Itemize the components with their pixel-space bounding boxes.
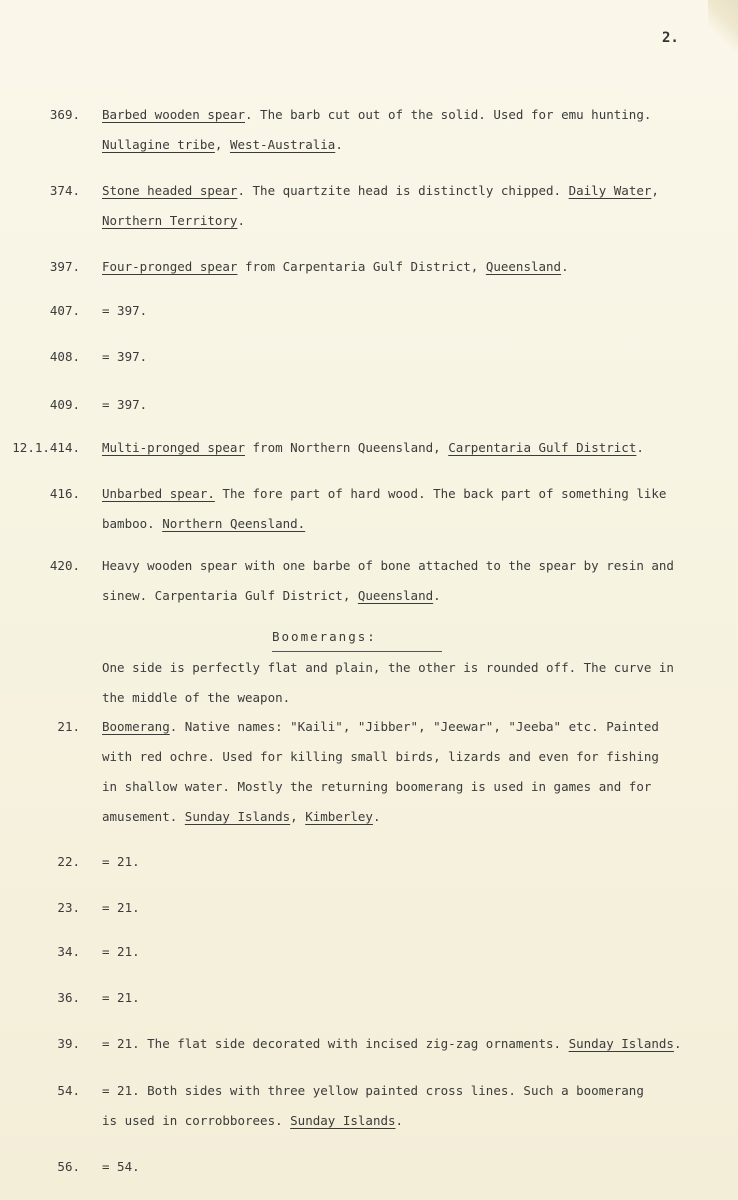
text-segment: , <box>651 183 659 198</box>
text-segment: = 54. <box>102 1159 140 1174</box>
text-segment: amusement. <box>102 809 185 824</box>
text-segment: is used in corrobborees. <box>102 1113 291 1128</box>
text-segment: = 21. <box>102 990 140 1005</box>
spear-catalog-number: 12.1.414. <box>12 440 80 455</box>
boomerang-description-line <box>102 1106 702 1136</box>
underlined-term: Sunday Islands <box>290 1113 396 1128</box>
boomerang-catalog-number: 23. <box>57 900 80 915</box>
text-segment: = 21. The flat side decorated with incised zig-zag ornaments. <box>102 1036 569 1051</box>
underlined-term: Boomerang <box>102 719 170 734</box>
text-segment: = 21. Both sides with three yellow painted cross lines. Such a boomerang <box>102 1083 644 1098</box>
text-segment: , <box>290 809 306 824</box>
underlined-term: Daily Water <box>568 183 652 198</box>
spear-description-line <box>102 342 702 372</box>
text-segment: . <box>636 440 644 455</box>
underlined-term: Stone headed spear <box>102 183 238 198</box>
text-segment: = 397. <box>102 349 148 364</box>
spear-description-line <box>102 296 702 326</box>
text-segment: . <box>561 259 569 274</box>
underlined-term: Northern Territory <box>102 213 238 228</box>
underlined-term: Unbarbed spear. <box>102 486 215 501</box>
section-heading: Boomerangs: <box>272 629 377 644</box>
text-segment: . <box>335 137 343 152</box>
text-segment: . The quartzite head is distinctly chipped. <box>237 183 569 198</box>
underlined-term: Sunday Islands <box>184 809 291 824</box>
text-segment: with red ochre. Used for killing small birds, lizards and even for fishing <box>102 749 659 764</box>
text-segment: = 397. <box>102 303 148 318</box>
text-segment: . <box>237 213 245 228</box>
underlined-term: Four-pronged spear <box>102 259 238 274</box>
text-segment: . Native names: "Kaili", "Jibber", "Jeewar", "Jeeba" etc. Painted <box>169 719 659 734</box>
text-segment: = 397. <box>102 397 148 412</box>
underlined-term: Northern Qeensland. <box>162 516 306 531</box>
text-segment: . <box>372 809 381 824</box>
boomerang-catalog-number: 22. <box>57 854 80 869</box>
boomerang-description-line <box>102 772 702 802</box>
text-segment: , <box>214 137 230 152</box>
spear-catalog-number: 397. <box>49 259 80 274</box>
boomerang-catalog-number: 54. <box>57 1083 80 1098</box>
spear-description-line <box>102 176 702 206</box>
boomerang-description-line <box>102 937 702 967</box>
text-segment: in shallow water. Mostly the returning boomerang is used in games and for <box>102 779 652 794</box>
spear-description-line <box>102 479 702 509</box>
boomerang-description-line <box>102 847 702 877</box>
page-number: 2. <box>662 30 679 46</box>
boomerang-description-line <box>102 742 702 772</box>
underlined-term: Barbed wooden spear <box>102 107 245 122</box>
boomerang-description-line <box>102 1076 702 1106</box>
text-segment: from Carpentaria Gulf District, <box>237 259 486 274</box>
underlined-term: Carpentaria Gulf District <box>448 440 637 455</box>
boomerang-description-line <box>102 1152 702 1182</box>
underlined-term: West-Australia <box>229 137 336 152</box>
boomerang-catalog-number: 39. <box>57 1036 80 1051</box>
text-segment: = 21. <box>102 900 140 915</box>
section-heading-underline <box>272 651 442 652</box>
underlined-term: Queensland <box>357 588 434 603</box>
boomerang-catalog-number: 56. <box>57 1159 80 1174</box>
underlined-term: Nullagine tribe <box>102 137 215 152</box>
boomerang-description-line <box>102 983 702 1013</box>
text-segment: . The barb cut out of the solid. Used for emu hunting. <box>245 107 652 122</box>
text-segment: sinew. Carpentaria Gulf District, <box>102 588 358 603</box>
spear-catalog-number: 416. <box>49 486 80 501</box>
spear-description-line <box>102 252 702 282</box>
spear-description-line <box>102 206 702 236</box>
boomerang-description-line <box>102 893 702 923</box>
section-intro-line: One side is perfectly flat and plain, the other is rounded off. The curve in <box>102 660 674 675</box>
boomerang-description-line <box>102 1029 702 1059</box>
underlined-term: Queensland <box>485 259 562 274</box>
text-segment: The fore part of hard wood. The back part of something like <box>214 486 667 501</box>
boomerang-catalog-number: 36. <box>57 990 80 1005</box>
text-segment: Heavy wooden spear with one barbe of bone attached to the spear by resin and <box>102 558 674 573</box>
underlined-term: Sunday Islands <box>568 1036 674 1051</box>
spear-catalog-number: 374. <box>49 183 80 198</box>
spear-description-line <box>102 509 702 539</box>
spear-description-line <box>102 551 702 581</box>
underlined-term: Kimberley <box>305 809 373 824</box>
section-intro-line: the middle of the weapon. <box>102 690 291 705</box>
spear-catalog-number: 369. <box>49 107 80 122</box>
spear-catalog-number: 409. <box>49 397 80 412</box>
boomerang-catalog-number: 34. <box>57 944 80 959</box>
text-segment: . <box>395 1113 404 1128</box>
underlined-term: Multi-pronged spear <box>102 440 245 455</box>
spear-catalog-number: 420. <box>49 558 80 573</box>
text-segment: = 21. <box>102 854 140 869</box>
boomerang-description-line <box>102 802 702 832</box>
spear-description-line <box>102 581 702 611</box>
folded-corner <box>708 0 738 50</box>
text-segment: . <box>673 1036 682 1051</box>
text-segment: . <box>433 588 441 603</box>
text-segment: from Northern Queensland, <box>245 440 449 455</box>
spear-catalog-number: 408. <box>49 349 80 364</box>
text-segment: = 21. <box>102 944 140 959</box>
spear-description-line <box>102 130 702 160</box>
spear-catalog-number: 407. <box>49 303 80 318</box>
spear-description-line <box>102 433 702 463</box>
boomerang-catalog-number: 21. <box>57 719 80 734</box>
spear-description-line <box>102 390 702 420</box>
boomerang-description-line <box>102 712 702 742</box>
spear-description-line <box>102 100 702 130</box>
text-segment: bamboo. <box>102 516 163 531</box>
